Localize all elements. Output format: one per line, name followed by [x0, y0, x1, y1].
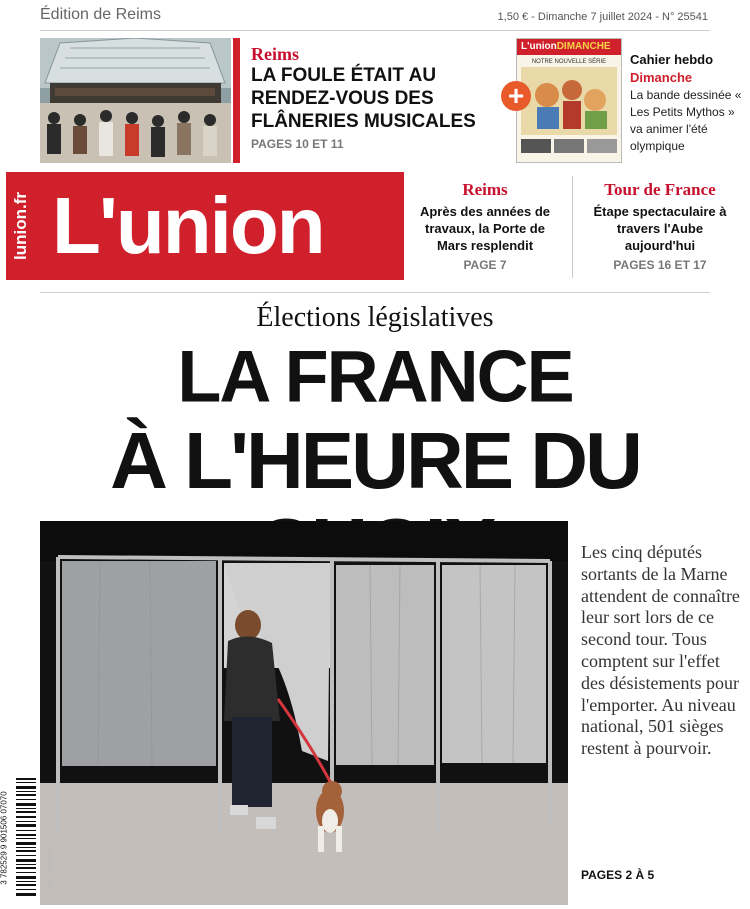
supplement-body: La bande dessinée « Les Petits Mythos » va animer l'été olympique: [630, 88, 742, 153]
photo-credit: Remi Walflart: [45, 846, 55, 894]
mid-divider: [40, 292, 710, 293]
magazine-name: DIMANCHE: [556, 41, 611, 52]
lede-pages[interactable]: PAGES 2 À 5: [581, 868, 655, 882]
concert-photo: [40, 38, 231, 163]
magazine-cover: [516, 38, 622, 163]
teaser-porte-kicker: Reims: [462, 180, 508, 199]
magazine-logo: L'union: [521, 41, 557, 52]
teaser-music-kicker: Reims: [251, 44, 299, 64]
newspaper-logo[interactable]: L'union: [52, 181, 324, 270]
comic-illustration: [517, 65, 621, 155]
issue-info: 1,50 € - Dimanche 7 juillet 2024 - N° 25541: [497, 11, 708, 23]
headline-line1[interactable]: LA FRANCE: [177, 336, 573, 418]
teaser-music-pages: PAGES 10 ET 11: [251, 137, 344, 151]
teaser-porte[interactable]: [410, 180, 560, 272]
column-divider: [572, 176, 573, 278]
supplement-title[interactable]: Cahier hebdo: [630, 52, 714, 67]
edition-label: Édition de Reims: [40, 6, 161, 23]
barcode: [6, 776, 36, 900]
lede-text: Les cinq députés sortants de la Marne attendent de connaître leur sort lors de ce second tour. Tous comptent sur l'effet des désistements pour l'emporter. Au niveau national, 501 sièges restent à pourvoir.: [581, 542, 740, 759]
teaser-tour-kicker: Tour de France: [604, 180, 716, 199]
voting-booth-photo: [40, 521, 568, 905]
teaser-music-title[interactable]: LA FOULE ÉTAIT AU RENDEZ-VOUS DES FLÂNERIES MUSICALES: [251, 65, 476, 132]
supplement-subtitle: Dimanche: [630, 70, 693, 85]
main-kicker: Élections législatives: [256, 302, 494, 333]
plus-icon: +: [501, 81, 531, 111]
teaser-tour[interactable]: [580, 180, 740, 272]
headline-line2[interactable]: À L'HEURE DU: [110, 416, 640, 505]
barcode-digits: 3 782529 9 901506 07070: [0, 791, 9, 885]
teaser-tour-text: Étape spectaculaire à travers l'Aube aujourd'hui: [593, 204, 727, 253]
teaser-porte-pages: PAGE 7: [463, 258, 507, 272]
teaser-tour-pages: PAGES 16 ET 17: [613, 258, 707, 272]
teaser-porte-text: Après des années de travaux, la Porte de Mars resplendit: [419, 204, 551, 253]
top-divider: [40, 30, 710, 31]
site-url[interactable]: lunion.fr: [11, 192, 30, 260]
teaser-accent-bar: [233, 38, 240, 163]
magazine-tagline: NOTRE NOUVELLE SÉRIE: [531, 59, 607, 65]
